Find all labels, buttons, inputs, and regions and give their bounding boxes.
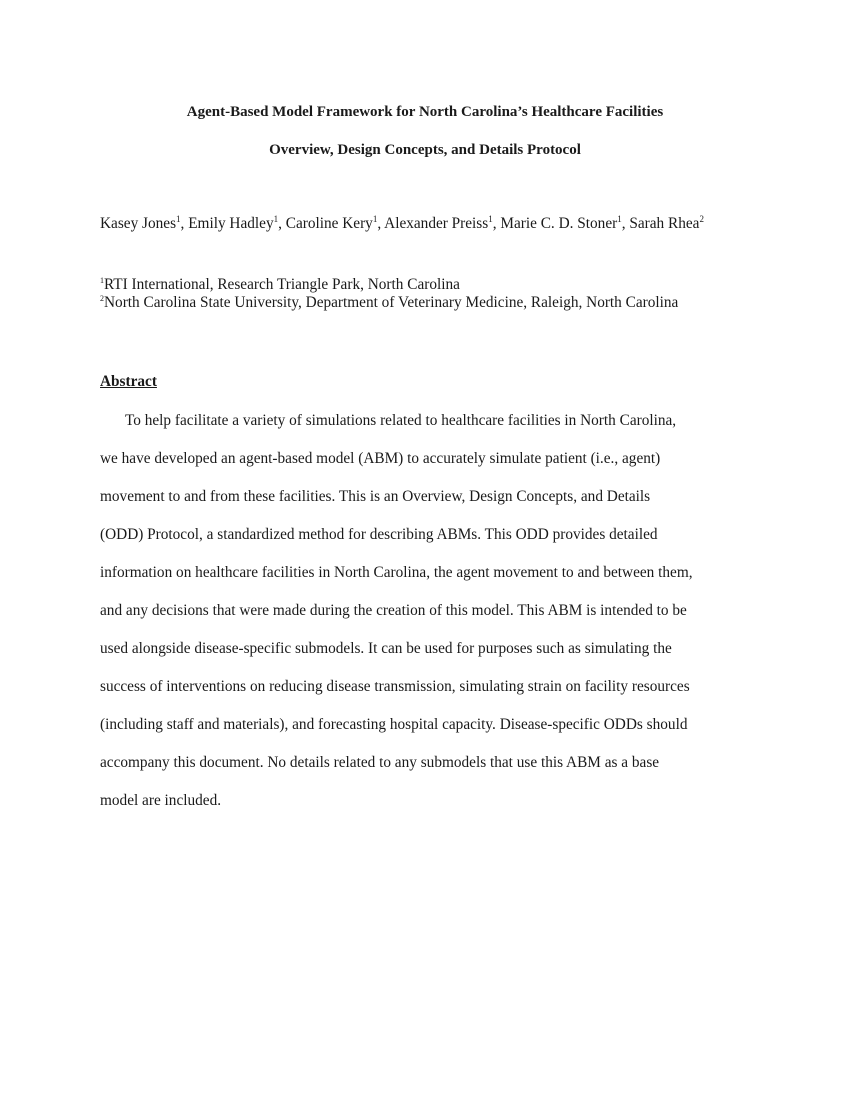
abstract-line: accompany this document. No details related to any submodels that use this ABM as a base xyxy=(100,754,660,771)
author: Alexander Preiss$^1$, xyxy=(384,214,501,232)
author-list xyxy=(100,215,740,233)
affiliation-text: RTI International, Research Triangle Park, North Carolina xyxy=(104,276,460,293)
abstract-line: used alongside disease-specific submodels. It can be used for purposes such as simulating the xyxy=(100,640,672,657)
abstract-line: model are included. xyxy=(100,792,222,809)
abstract-line: (including staff and materials), and forecasting hospital capacity. Disease-specific ODDs should xyxy=(100,716,688,733)
author-affiliation-mark: 1 xyxy=(176,214,181,224)
abstract-body xyxy=(100,402,760,820)
affiliation-number: 1 xyxy=(100,276,104,285)
author: Sarah Rhea$^2$ xyxy=(629,214,704,232)
author-affiliation-mark: 1 xyxy=(372,214,378,224)
abstract-line: success of interventions on reducing disease transmission, simulating strain on facility resources xyxy=(100,678,690,695)
author: Emily Hadley$^1$, xyxy=(188,214,286,232)
author: Kasey Jones$^1$, xyxy=(100,214,189,232)
author-affiliation-mark: 1 xyxy=(273,214,279,224)
abstract-line: information on healthcare facilities in North Carolina, the agent movement to and between them, xyxy=(100,564,693,581)
author: Caroline Kery$^1$, xyxy=(285,214,385,232)
paper-subtitle: Overview, Design Concepts, and Details Protocol xyxy=(269,142,581,158)
author-affiliation-mark: 1 xyxy=(617,214,622,224)
abstract-heading: Abstract xyxy=(100,373,157,390)
paper-title: Agent-Based Model Framework for North Carolina’s Healthcare Facilities xyxy=(186,104,664,120)
author-affiliation-mark: 1 xyxy=(488,214,493,224)
author: Marie C. D. Stoner$^1$, xyxy=(500,214,630,232)
affiliation xyxy=(100,294,800,312)
abstract-line: To help facilitate a variety of simulations related to healthcare facilities in North Carolina, xyxy=(125,412,677,429)
abstract-line: (ODD) Protocol, a standardized method for describing ABMs. This ODD provides detailed xyxy=(100,526,658,543)
abstract-line: movement to and from these facilities. This is an Overview, Design Concepts, and Details xyxy=(100,488,651,505)
author-affiliation-mark: 2 xyxy=(699,214,704,224)
affiliation-number: 2 xyxy=(100,294,104,303)
abstract-line: and any decisions that were made during the creation of this model. This ABM is intended to be xyxy=(100,602,687,619)
abstract-line: we have developed an agent-based model (ABM) to accurately simulate patient (i.e., agent) xyxy=(100,450,661,467)
affiliation-text: North Carolina State University, Department of Veterinary Medicine, Raleigh, North Carolina xyxy=(104,294,679,311)
affiliation xyxy=(100,276,800,294)
